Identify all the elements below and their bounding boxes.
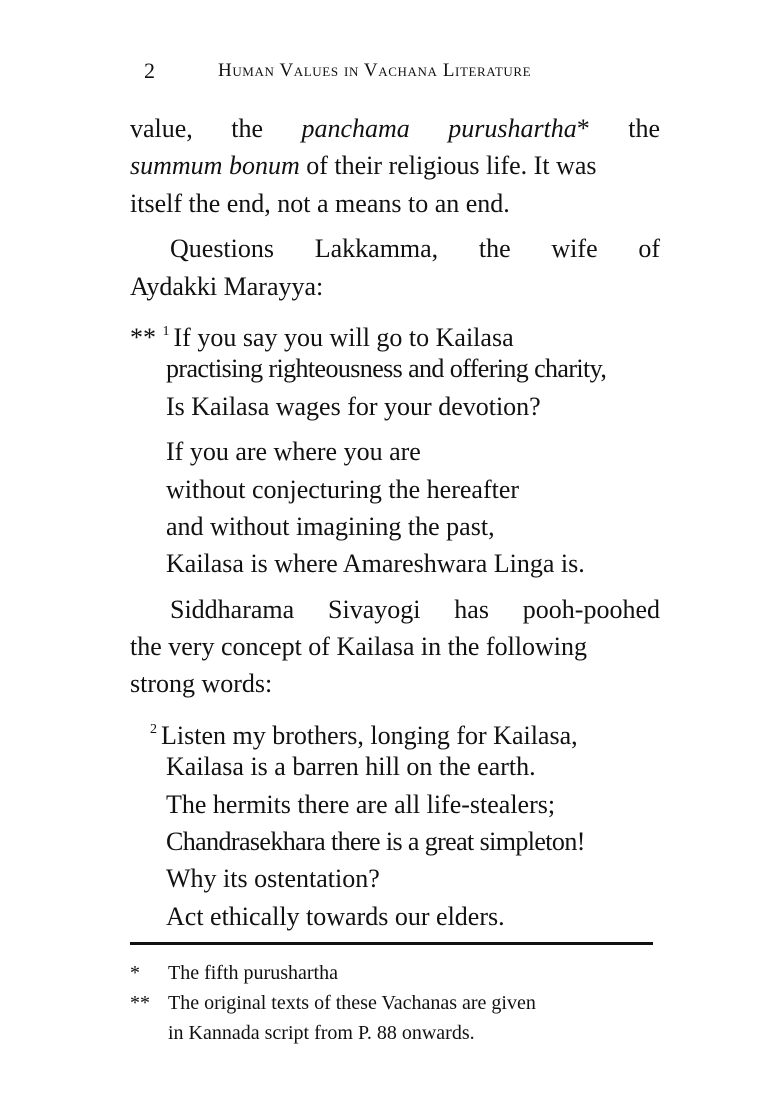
running-head xyxy=(144,58,650,88)
body-text xyxy=(130,110,660,935)
verse-line: without conjecturing the hereafter xyxy=(166,474,520,504)
text-run: * the xyxy=(576,114,660,143)
footnote-text: The fifth purushartha xyxy=(168,962,338,984)
text-run: Listen my brothers, longing for Kailasa, xyxy=(161,720,578,750)
verse-line: Act ethically towards our elders. xyxy=(166,901,505,931)
verse-line xyxy=(130,313,660,350)
paragraph-line: Aydakki Marayya: xyxy=(130,271,324,301)
footnote-divider xyxy=(130,942,653,945)
running-title: Human Values in Vachana Literature xyxy=(218,60,532,81)
footnote-mark: * xyxy=(130,962,140,984)
paragraph-line: Siddharama Sivayogi has pooh-poohed xyxy=(170,594,660,624)
italic-term: summum bonum xyxy=(130,151,300,181)
paragraph-line: itself the end, not a means to an end. xyxy=(130,188,510,218)
footnote-text: The original texts of these Vachanas are given xyxy=(168,992,536,1014)
italic-term: panchama purushartha xyxy=(301,114,577,143)
footnote-text: in Kannada script from P. 88 onwards. xyxy=(168,1022,475,1044)
note-number: 2 xyxy=(150,721,157,737)
footnote-mark: ** xyxy=(130,992,150,1014)
paragraph-line xyxy=(130,110,660,147)
paragraph-line: strong words: xyxy=(130,669,273,699)
text-run: If you say you will go to Kailasa xyxy=(173,322,514,352)
page-number: 2 xyxy=(144,58,155,83)
verse-line: Chandrasekhara there is a great simpleton! xyxy=(166,827,585,857)
footnote xyxy=(130,958,660,988)
verse-line xyxy=(130,711,660,748)
paragraph-line xyxy=(130,147,660,184)
text-run: value, the xyxy=(130,114,302,143)
verse-line: Kailasa is a barren hill on the earth. xyxy=(166,752,536,782)
verse-line: practising righteousness and offering charity, xyxy=(166,354,607,384)
note-number: 1 xyxy=(162,323,170,339)
text-run: of their religious life. It was xyxy=(299,151,597,181)
verse-line: Why its ostentation? xyxy=(166,864,380,894)
verse-line: The hermits there are all life-stealers; xyxy=(166,789,556,819)
paragraph-line: Questions Lakkamma, the wife of xyxy=(170,234,660,264)
footnotes xyxy=(130,958,660,1048)
verse-line: Kailasa is where Amareshwara Linga is. xyxy=(166,549,585,579)
verse-line: Is Kailasa wages for your devotion? xyxy=(166,391,541,421)
footnote xyxy=(130,988,660,1018)
verse-line: If you are where you are xyxy=(166,437,421,467)
paragraph-line: the very concept of Kailasa in the following xyxy=(130,632,588,662)
footnote-marker: ** xyxy=(130,322,156,352)
verse-line: and without imagining the past, xyxy=(166,511,495,541)
